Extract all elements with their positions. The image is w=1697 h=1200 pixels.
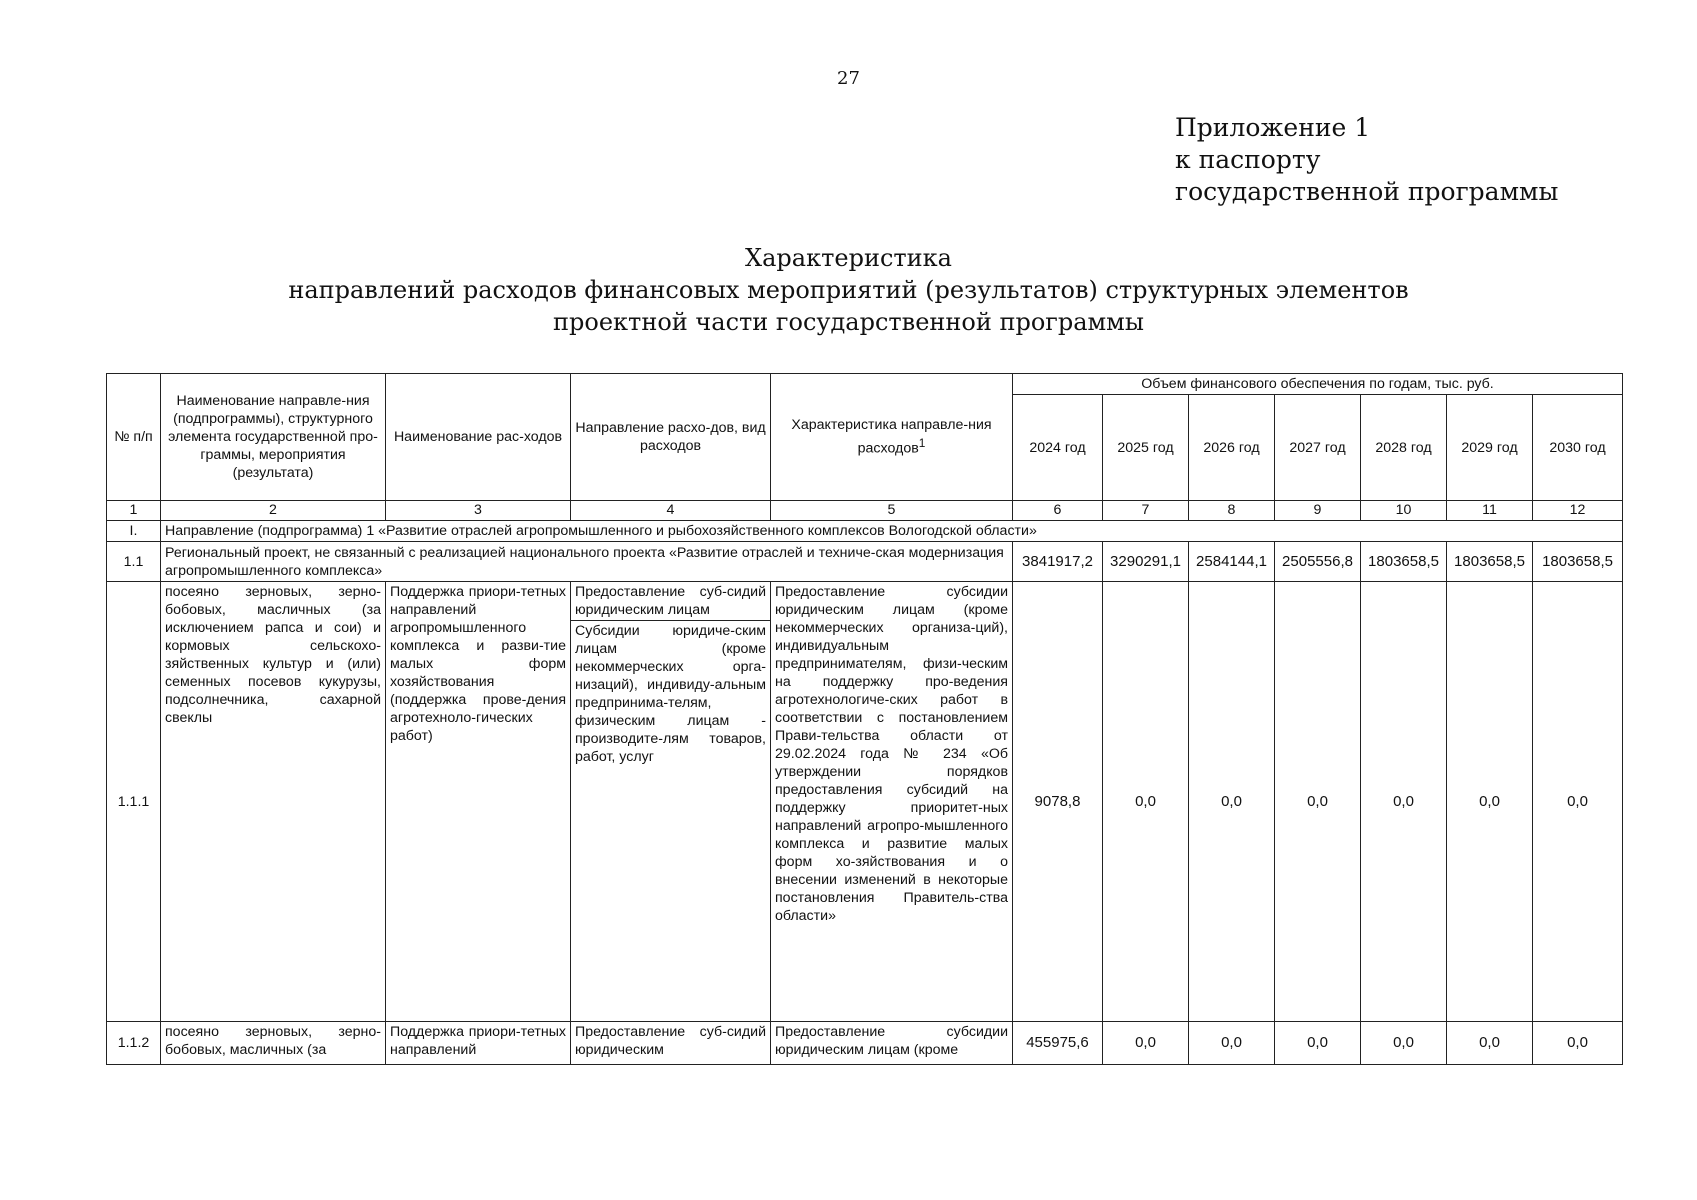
expense-direction [571, 582, 771, 1022]
title-line-2: направлений расходов финансовых мероприятий (результатов) структурных элементов [288, 276, 1409, 304]
expense-characteristic [771, 1022, 1013, 1065]
row-num: I. [107, 521, 161, 542]
header-characteristic [771, 374, 1013, 501]
value-2029: 0,0 [1447, 1022, 1533, 1065]
value-2029: 0,0 [1447, 582, 1533, 1022]
value-2026: 2584144,1 [1189, 542, 1275, 582]
expense-direction-text: Предоставление суб-сидий юридическим [575, 1024, 766, 1058]
header-finance-group: Объем финансового обеспечения по годам, тыс. руб. [1013, 374, 1623, 395]
value-2028: 0,0 [1361, 1022, 1447, 1065]
project-title: Региональный проект, не связанный с реализацией национального проекта «Развитие отраслей и техниче-ская модернизация агропромышленного комплекса» [161, 542, 1013, 582]
expense-characteristic: Предоставление субсидии юридическим лицам (кроме некоммерческих организа-ций), индивидуальным предпринимателям, физи-ческим на поддержку про-ведения агротехнологиче-ских работ в соответствии с постановлением Прави-тельства области от 29.02.2024 года № 234 «Об утверждении порядков предоставления субсидий на поддержку приоритет-ных направлений агропро-мышленного комплекса и развитие малых форм хо-зяйствования и о внесении изменений в некоторые постановления Правитель-ства области» [771, 582, 1013, 1022]
appendix-line-3: государственной программы [1175, 177, 1559, 206]
header-expense-name: Наименование рас-ходов [386, 374, 571, 501]
result-name-text: посеяно зерновых, зерно-бобовых, масличных (за [165, 1024, 381, 1058]
header-year-2027: 2027 год [1275, 395, 1361, 501]
value-2024: 455975,6 [1013, 1022, 1103, 1065]
header-year-2030: 2030 год [1533, 395, 1623, 501]
value-2027: 0,0 [1275, 582, 1361, 1022]
header-name: Наименование направле-ния (подпрограммы), структурного элемента государственной про-граммы, мероприятия (результата) [161, 374, 386, 501]
row-num: 1.1.2 [107, 1022, 161, 1065]
appendix-note [1175, 112, 1558, 208]
row-num: 1.1 [107, 542, 161, 582]
value-2029: 1803658,5 [1447, 542, 1533, 582]
footnote-marker: 1 [918, 436, 926, 451]
value-2027: 0,0 [1275, 1022, 1361, 1065]
value-2025: 0,0 [1103, 582, 1189, 1022]
value-2028: 0,0 [1361, 582, 1447, 1022]
column-number: 12 [1533, 501, 1623, 521]
expense-direction-type: Субсидии юридиче-ским лицам (кроме некоммерческих орга-низаций), индивиду-альным предпринима-телям, физическим лицам - производите-лям товаров, работ, услуг [575, 623, 766, 765]
header-year-2028: 2028 год [1361, 395, 1447, 501]
header-year-2025: 2025 год [1103, 395, 1189, 501]
header-year-2029: 2029 год [1447, 395, 1533, 501]
appendix-line-2: к паспорту [1175, 145, 1321, 174]
value-2030: 0,0 [1533, 1022, 1623, 1065]
title-line-1: Характеристика [745, 244, 952, 272]
expense-name-text: Поддержка приори-тетных направлений [390, 1024, 566, 1058]
column-number: 5 [771, 501, 1013, 521]
column-number: 7 [1103, 501, 1189, 521]
expense-direction [571, 1022, 771, 1065]
value-2025: 0,0 [1103, 1022, 1189, 1065]
table-row-project [107, 542, 1623, 582]
direction-title: Направление (подпрограмма) 1 «Развитие отраслей агропромышленного и рыбохозяйственного комплексов Вологодской области» [161, 521, 1623, 542]
title-line-3: проектной части государственной программы [553, 308, 1144, 336]
table-row-direction [107, 521, 1623, 542]
column-number: 9 [1275, 501, 1361, 521]
column-number: 10 [1361, 501, 1447, 521]
value-2028: 1803658,5 [1361, 542, 1447, 582]
document-title [0, 242, 1697, 338]
expense-direction-kind: Предоставление суб-сидий юридическим лицам [571, 582, 770, 621]
result-name [161, 1022, 386, 1065]
value-2024: 3841917,2 [1013, 542, 1103, 582]
column-number: 2 [161, 501, 386, 521]
table-row-result [107, 582, 1623, 1022]
column-number: 6 [1013, 501, 1103, 521]
appendix-line-1: Приложение 1 [1175, 113, 1371, 142]
expense-table [106, 373, 1623, 1065]
value-2024: 9078,8 [1013, 582, 1103, 1022]
value-2025: 3290291,1 [1103, 542, 1189, 582]
expense-name: Поддержка приори-тетных направлений агропромышленного комплекса и разви-тие малых форм хозяйствования (поддержка прове-дения агротехноло-гических работ) [386, 582, 571, 1022]
column-number: 3 [386, 501, 571, 521]
header-num: № п/п [107, 374, 161, 501]
table-row-result [107, 1022, 1623, 1065]
header-characteristic-text: Характеристика направле-ния расходов [791, 417, 992, 457]
expense-characteristic-text: Предоставление субсидии юридическим лицам (кроме [775, 1024, 1008, 1058]
value-2027: 2505556,8 [1275, 542, 1361, 582]
page-number: 27 [837, 68, 860, 89]
header-expense-direction: Направление расхо-дов, вид расходов [571, 374, 771, 501]
header-year-2024: 2024 год [1013, 395, 1103, 501]
row-num: 1.1.1 [107, 582, 161, 1022]
column-number: 11 [1447, 501, 1533, 521]
value-2026: 0,0 [1189, 582, 1275, 1022]
result-name: посеяно зерновых, зерно-бобовых, масличных (за исключением рапса и сои) и кормовых сельскохо-зяйственных культур и (или) семенных посевов кукурузы, подсолнечника, сахарной свеклы [161, 582, 386, 1022]
expense-name [386, 1022, 571, 1065]
column-number: 4 [571, 501, 771, 521]
value-2030: 1803658,5 [1533, 542, 1623, 582]
header-year-2026: 2026 год [1189, 395, 1275, 501]
column-number: 1 [107, 501, 161, 521]
value-2026: 0,0 [1189, 1022, 1275, 1065]
value-2030: 0,0 [1533, 582, 1623, 1022]
column-number: 8 [1189, 501, 1275, 521]
